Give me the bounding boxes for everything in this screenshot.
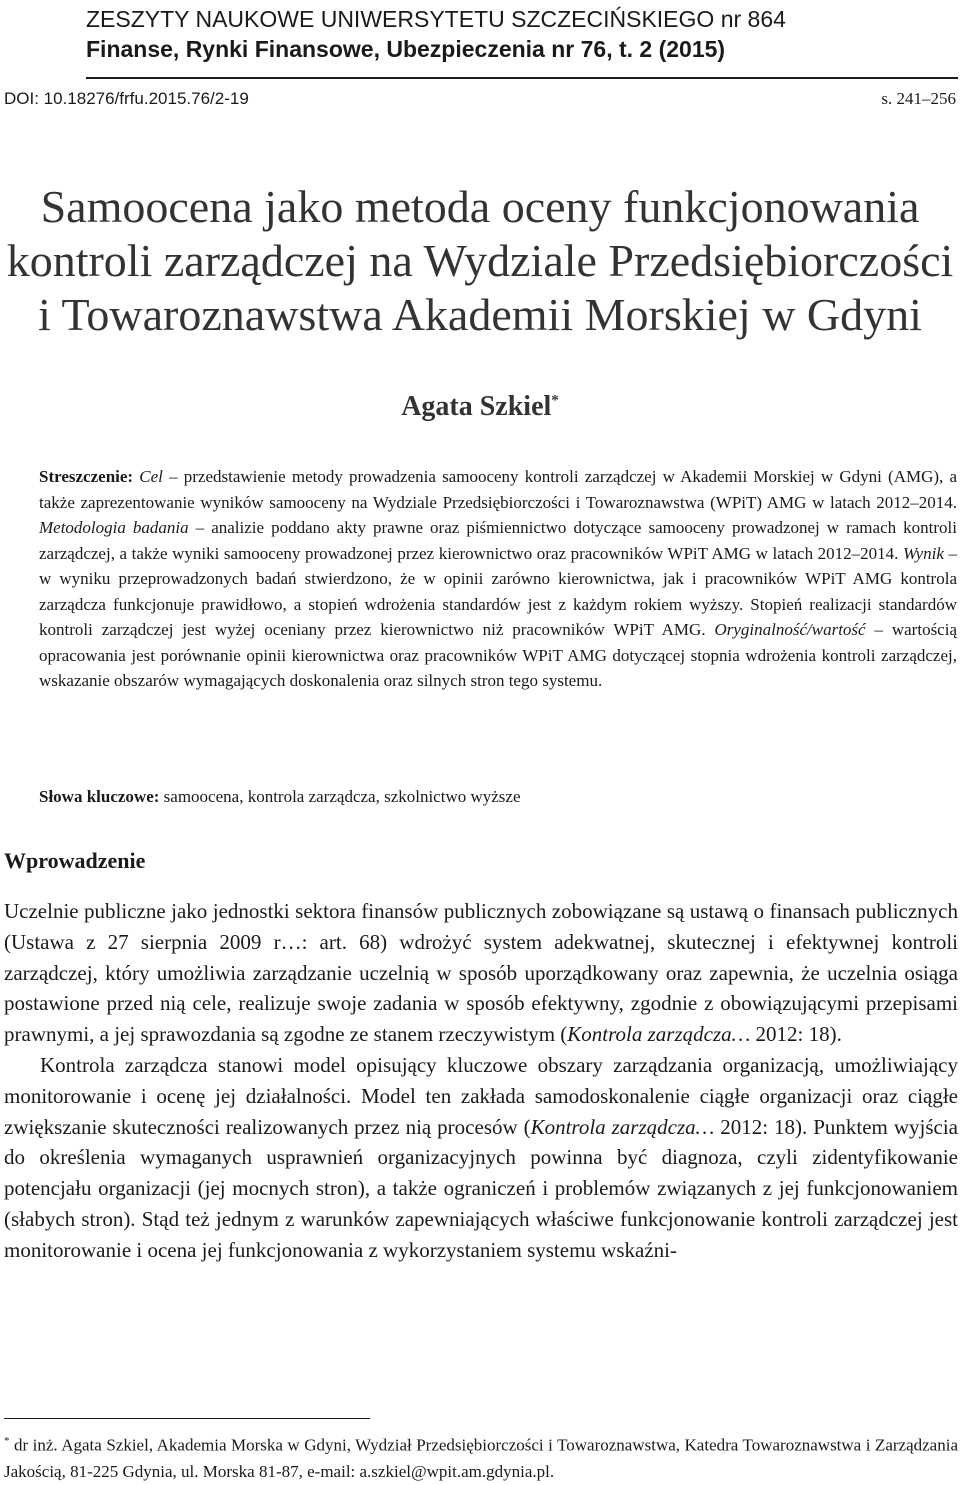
footnote-mark: * [4, 1435, 10, 1447]
keywords-text: samoocena, kontrola zarządcza, szkolnictwo wyższe [159, 787, 521, 806]
title-line: Samoocena jako metoda oceny funkcjonowania [40, 181, 920, 232]
section-heading: Wprowadzenie [4, 848, 146, 873]
abstract-cel-label: Cel [139, 467, 163, 486]
title-line: kontroli zarządczej na Wydziale Przedsiębiorczości [6, 235, 954, 286]
abstract-method-label: Metodologia badania [39, 518, 189, 537]
title-line: i Towaroznawstwa Akademii Morskiej w Gdyni [38, 289, 922, 340]
paragraph [4, 896, 958, 1050]
article-title [0, 180, 960, 342]
paragraph [4, 1050, 958, 1266]
keywords [39, 787, 521, 807]
author-name: Agata Szkiel [401, 391, 552, 422]
author [0, 391, 960, 423]
header-divider [86, 77, 958, 79]
citation: Kontrola zarządcza… [530, 1114, 715, 1139]
abstract-cel-text: – przedstawienie metody prowadzenia samooceny kontroli zarządczej w Akademii Morskiej w Gdyni (AMG), a także zaprezentowanie wyników samooceny na Wydziale Przedsiębiorczości i Towaroznawstwa (WPiT) AMG w latach 2012–2014. [39, 467, 958, 512]
keywords-label: Słowa kluczowe: [39, 787, 160, 806]
paragraph-text: 2012: 18). [750, 1022, 842, 1047]
journal-issue: Finanse, Rynki Finansowe, Ubezpieczenia nr 76, t. 2 (2015) [86, 36, 726, 62]
footnote-divider [4, 1418, 370, 1419]
author-footnote-mark: * [551, 392, 559, 409]
abstract [39, 464, 957, 694]
citation: Kontrola zarządcza… [567, 1022, 751, 1047]
page-range: s. 241–256 [881, 89, 956, 108]
footnote-text: dr inż. Agata Szkiel, Akademia Morska w Gdyni, Wydział Przedsiębiorczości i Towaroznawstwa, Katedra Towaroznawstwa i Zarządzania Jakością, 81-225 Gdynia, ul. Morska 81-87, e-mail: a.szkiel@wpit.am.gdynia.pl. [4, 1435, 958, 1481]
abstract-originality-text: – wartością opracowania jest porównanie opinii kierownictwa oraz pracowników WPiT AMG dotyczącej stopnia wdrożenia kontroli zarządczej, wskazanie obszarów wymagających doskonalenia oraz silnych stron tego systemu. [39, 620, 958, 690]
abstract-result-text: – w wyniku przeprowadzonych badań stwierdzono, że w opinii zarówno kierownictwa, jak i pracowników WPiT AMG kontrola zarządcza funkcjonuje prawidłowo, a stopień wdrożenia standardów jest z każdym rokiem wyższy. Stopień realizacji standardów kontroli zarządczej jest wyżej oceniany przez kierownictwo niż pracowników WPiT AMG. [39, 543, 958, 639]
journal-name: ZESZYTY NAUKOWE UNIWERSYTETU SZCZECIŃSKIEGO nr 864 [86, 6, 786, 32]
body-text [4, 896, 958, 1266]
paragraph-text: Kontrola zarządcza stanowi model opisujący kluczowe obszary zarządzania organizacją, umożliwiający monitorowanie i ocenę jej działalności. Model ten zakłada samodoskonalenie ciągłe organizacji oraz ciągłe zwiększanie skuteczności realizowanych przez nią procesów ( [4, 1052, 958, 1139]
abstract-result-label: Wynik [903, 543, 944, 563]
abstract-method-text: – analizie poddano akty prawne oraz piśmiennictwo dotyczące samooceny prowadzonej w ramach kontroli zarządczej, a także wyniki samooceny prowadzonej przez kierownictwo oraz pracowników WPiT AMG w latach 2012–2014. [39, 518, 957, 563]
abstract-label: Streszczenie: [39, 467, 134, 486]
paragraph-text: 2012: 18). Punktem wyjścia do określenia wymaganych usprawnień organizacyjnych powinna być diagnoza, czyli zidentyfikowanie potencjału organizacji (jej mocnych stron), a także ograniczeń i problemów związanych z jej funkcjonowaniem (słabych stron). Stąd też jednym z warunków zapewniających właściwe funkcjonowanie kontroli zarządczej jest monitorowanie i ocena jej funkcjonowania z wykorzystaniem systemu wskaźni- [4, 1114, 958, 1262]
abstract-originality-label: Oryginalność/wartość [714, 620, 866, 639]
paragraph-text: Uczelnie publiczne jako jednostki sektora finansów publicznych zobowiązane są ustawą o finansach publicznych (Ustawa z 27 sierpnia 2009 r…: art. 68) wdrożyć system adekwatnej, skutecznej i efektywnej kontroli zarządczej, który umożliwia zarządzanie uczelnią w sposób uporządkowany oraz zapewnia, że uczelnia osiąga postawione przed nią cele, realizuje swoje zadania w sposób efektywny, zgodnie z obowiązującymi przepisami prawnymi, a jej sprawozdania są zgodne ze stanem rzeczywistym ( [4, 899, 958, 1047]
footnote [4, 1428, 958, 1485]
doi: DOI: 10.18276/frfu.2015.76/2-19 [4, 89, 249, 108]
